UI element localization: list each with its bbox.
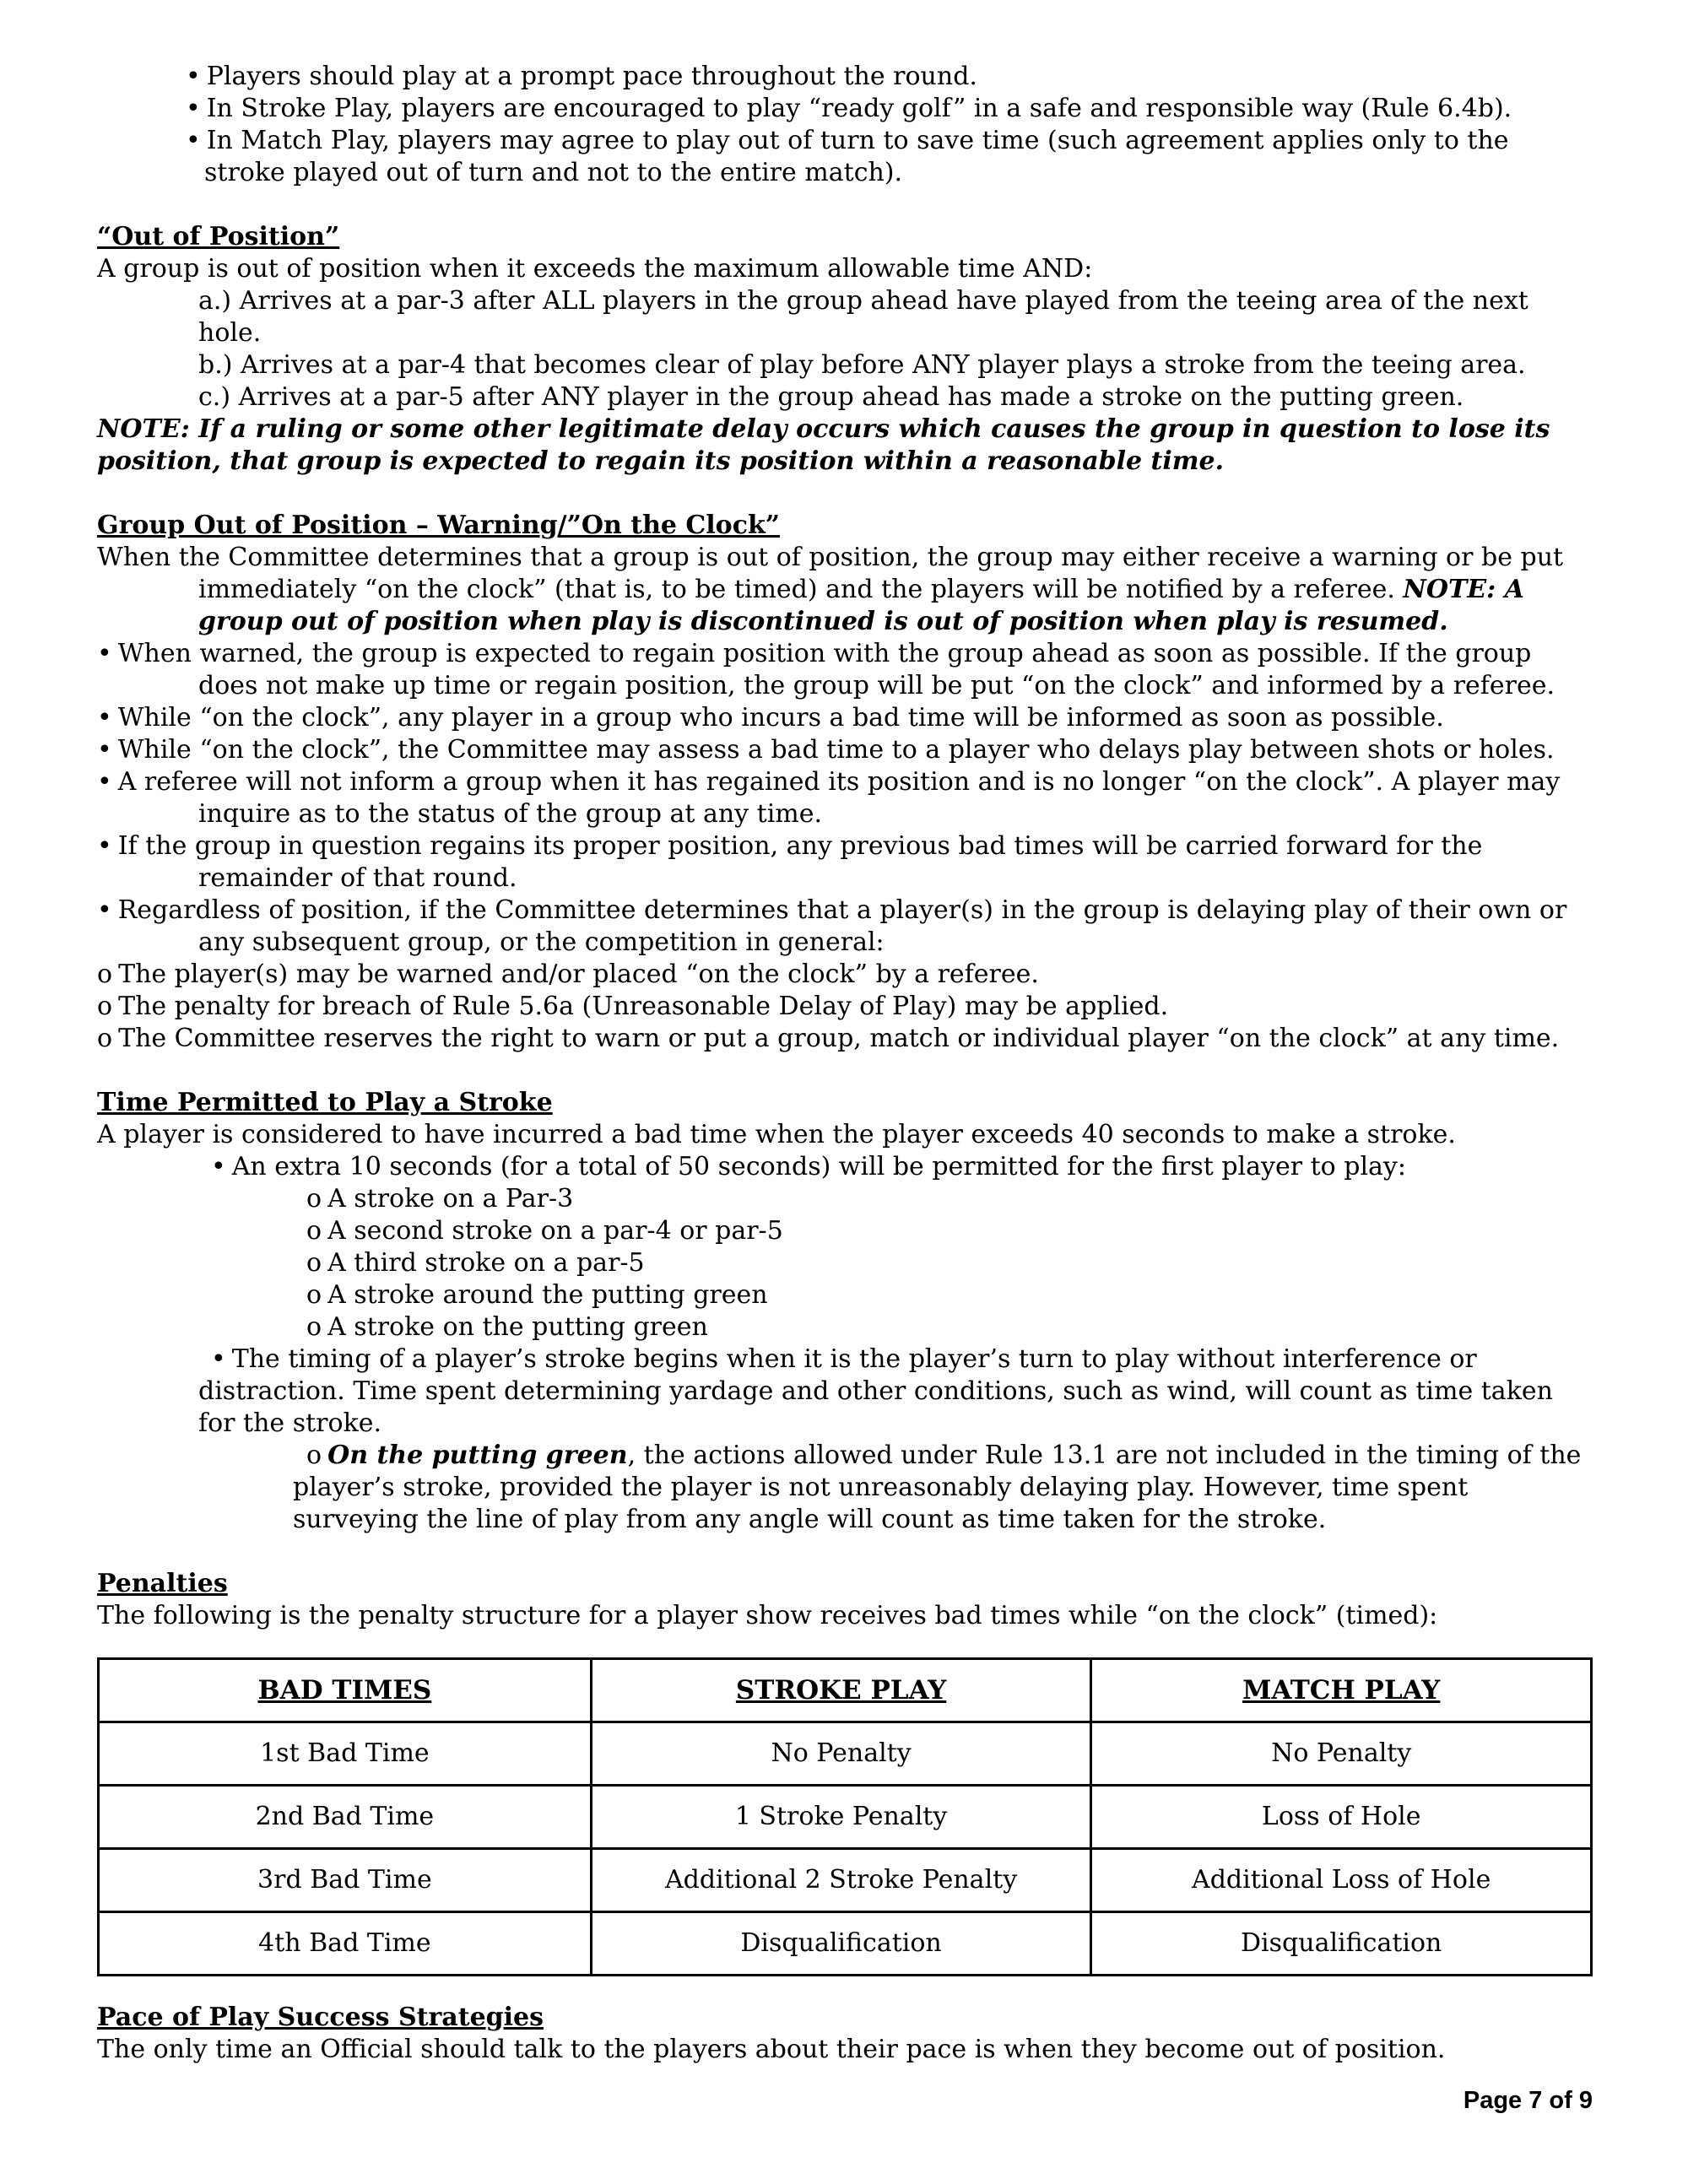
bullet-marker: • xyxy=(186,94,201,123)
note-paragraph: NOTE: If a ruling or some other legitimate delay occurs which causes the group in question to lose its position, that group is expected to regain its position within a reasonable time. xyxy=(97,414,1550,476)
table-cell: Disqualification xyxy=(1091,1912,1592,1976)
section-group-out-of-position xyxy=(97,510,1593,1055)
list-item xyxy=(186,61,1593,93)
table-row xyxy=(99,1912,1592,1976)
table-header-cell: MATCH PLAY xyxy=(1091,1659,1592,1722)
page-number: Page 7 of 9 xyxy=(1463,2087,1593,2114)
list-item-text: In Match Play, players may agree to play out of turn to save time (such agreement applies only to the stroke played out of turn and not to the entire match). xyxy=(204,126,1509,187)
list-item xyxy=(293,1247,1593,1279)
section-heading: Pace of Play Success Strategies xyxy=(97,2003,544,2032)
circle-marker: o xyxy=(306,1216,322,1246)
bullet-marker: • xyxy=(211,1152,226,1181)
list-item-text: A stroke on a Par-3 xyxy=(327,1184,574,1214)
list-item-text: The timing of a player’s stroke begins when it is the player’s turn to play without interference or distraction. Time spent determining yardage and other conditions, such as wind, will count as time taken for the stroke. xyxy=(198,1344,1553,1438)
list-item xyxy=(97,638,1593,702)
list-item-text: An extra 10 seconds (for a total of 50 seconds) will be permitted for the first player to play: xyxy=(231,1152,1406,1181)
list-item-text: A referee will not inform a group when it has regained its position and is no longer “on the clock”. A player may inquire as to the status of the group at any time. xyxy=(117,767,1561,829)
table-row xyxy=(99,1722,1592,1786)
section-heading: Penalties xyxy=(97,1569,228,1598)
circle-marker: o xyxy=(306,1312,322,1342)
table-cell: Additional 2 Stroke Penalty xyxy=(591,1849,1091,1912)
list-item xyxy=(293,1311,1593,1343)
circle-marker: o xyxy=(97,992,113,1021)
table-cell: 1st Bad Time xyxy=(99,1722,592,1786)
bullet-marker: • xyxy=(186,62,201,91)
table-cell: Loss of Hole xyxy=(1091,1786,1592,1849)
table-header-cell: BAD TIMES xyxy=(99,1659,592,1722)
list-item-text: A stroke on the putting green xyxy=(327,1312,708,1342)
bullet-marker: • xyxy=(97,767,112,797)
list-item-text: The player(s) may be warned and/or placed “on the clock” by a referee. xyxy=(118,960,1039,989)
list-item: c.) Arrives at a par-5 after ANY player in the group ahead has made a stroke on the putting green. xyxy=(198,382,1464,412)
bullet-marker: • xyxy=(97,639,112,668)
section-heading: Time Permitted to Play a Stroke xyxy=(97,1088,553,1117)
table-header-row xyxy=(99,1659,1592,1722)
paragraph: The only time an Official should talk to the players about their pace is when they become out of position. xyxy=(97,2035,1446,2064)
list-item xyxy=(293,1183,1593,1215)
list-item-text: If the group in question regains its proper position, any previous bad times will be carried forward for the remainder of that round. xyxy=(117,831,1483,893)
section-time-permitted xyxy=(97,1087,1593,1536)
list-item-text: The Committee reserves the right to warn or put a group, match or individual player “on the clock” at any time. xyxy=(118,1024,1560,1053)
note-text: NOTE: A group out of position when play is discontinued is out of position when play is resumed. xyxy=(198,575,1524,636)
table-cell: 2nd Bad Time xyxy=(99,1786,592,1849)
table-cell: Additional Loss of Hole xyxy=(1091,1849,1592,1912)
bullet-marker: • xyxy=(97,735,112,765)
bullet-marker: • xyxy=(97,895,112,925)
bullet-marker: • xyxy=(211,1344,226,1374)
list-item-text: While “on the clock”, the Committee may assess a bad time to a player who delays play between shots or holes. xyxy=(117,735,1555,765)
bullet-marker: • xyxy=(97,831,112,861)
list-item xyxy=(97,959,1593,991)
bullet-marker: • xyxy=(186,126,201,155)
list-item-text: A second stroke on a par-4 or par-5 xyxy=(327,1216,783,1246)
list-item-text: Regardless of position, if the Committee determines that a player(s) in the group is delaying play of their own or any subsequent group, or the competition in general: xyxy=(117,895,1567,957)
penalty-table xyxy=(97,1657,1593,1976)
circle-marker: o xyxy=(306,1248,322,1278)
list-item-text: While “on the clock”, any player in a group who incurs a bad time will be informed as soon as possible. xyxy=(117,703,1444,733)
list-item xyxy=(186,93,1593,125)
list-item xyxy=(293,1215,1593,1247)
table-row xyxy=(99,1786,1592,1849)
list-item xyxy=(97,1023,1593,1055)
list-item-text: The penalty for breach of Rule 5.6a (Unreasonable Delay of Play) may be applied. xyxy=(118,992,1169,1021)
list-item xyxy=(97,734,1593,766)
table-cell: No Penalty xyxy=(591,1722,1091,1786)
table-cell: No Penalty xyxy=(1091,1722,1592,1786)
table-row xyxy=(99,1849,1592,1912)
list-item xyxy=(293,1279,1593,1311)
list-item: b.) Arrives at a par-4 that becomes clear of play before ANY player plays a stroke from the teeing area. xyxy=(198,350,1526,380)
table-cell: 4th Bad Time xyxy=(99,1912,592,1976)
table-cell: 1 Stroke Penalty xyxy=(591,1786,1091,1849)
paragraph: The following is the penalty structure for a player show receives bad times while “on the clock” (timed): xyxy=(97,1601,1438,1630)
list-item xyxy=(198,1151,1593,1183)
section-heading: “Out of Position” xyxy=(97,222,340,251)
list-item xyxy=(97,766,1593,830)
paragraph: A group is out of position when it exceeds the maximum allowable time AND: xyxy=(97,254,1093,284)
list-item-text: A stroke around the putting green xyxy=(327,1280,768,1310)
section-heading: Group Out of Position – Warning/”On the Clock” xyxy=(97,511,781,540)
circle-marker: o xyxy=(97,1024,113,1053)
paragraph-text: When the Committee determines that a group is out of position, the group may either receive a warning or be put immediately “on the clock” (that is, to be timed) and the players will be notified by a referee. xyxy=(97,543,1564,604)
paragraph xyxy=(97,542,1593,638)
circle-marker: o xyxy=(306,1280,322,1310)
intro-bullet-list xyxy=(186,61,1593,189)
list-item xyxy=(186,125,1593,189)
list-item: a.) Arrives at a par-3 after ALL players in the group ahead have played from the teeing area of the next hole. xyxy=(198,286,1528,348)
list-item xyxy=(293,1440,1593,1536)
table-header-cell: STROKE PLAY xyxy=(591,1659,1091,1722)
list-item-text: A third stroke on a par-5 xyxy=(327,1248,645,1278)
list-item xyxy=(198,1343,1593,1440)
list-item-text: When warned, the group is expected to regain position with the group ahead as soon as possible. If the group does not make up time or regain position, the group will be put “on the clock” and informed by a referee. xyxy=(117,639,1555,700)
list-item xyxy=(97,895,1593,959)
paragraph: A player is considered to have incurred a bad time when the player exceeds 40 seconds to make a stroke. xyxy=(97,1120,1456,1149)
table-cell: 3rd Bad Time xyxy=(99,1849,592,1912)
circle-marker: o xyxy=(97,960,113,989)
section-out-of-position xyxy=(97,221,1593,478)
list-item-text: Players should play at a prompt pace throughout the round. xyxy=(206,62,977,91)
list-item xyxy=(97,702,1593,734)
circle-marker: o xyxy=(306,1441,322,1470)
circle-marker: o xyxy=(306,1184,322,1214)
section-penalties xyxy=(97,1568,1593,1976)
emphasized-text: On the putting green xyxy=(327,1441,628,1470)
table-cell: Disqualification xyxy=(591,1912,1091,1976)
list-item-text: , the actions allowed under Rule 13.1 are not included in the timing of the player’s stroke, provided the player is not unreasonably delaying play. However, time spent surveying the line of play from any angle will count as time taken for the stroke. xyxy=(293,1441,1582,1534)
list-item-text: In Stroke Play, players are encouraged to play “ready golf” in a safe and responsible way (Rule 6.4b). xyxy=(206,94,1512,123)
list-item xyxy=(97,991,1593,1023)
list-item xyxy=(97,830,1593,895)
bullet-marker: • xyxy=(97,703,112,733)
section-success-strategies xyxy=(97,2002,1593,2066)
